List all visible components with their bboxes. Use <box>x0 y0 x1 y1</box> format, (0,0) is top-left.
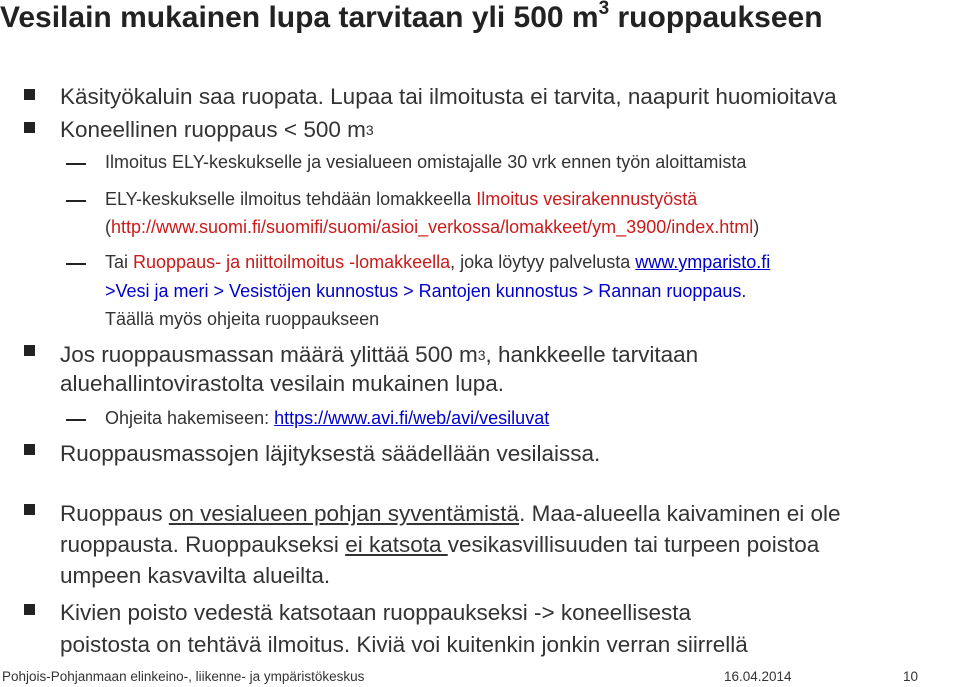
bullet-square <box>24 604 35 615</box>
bullet-text-cont: aluehallintovirastolta vesilain mukainen lupa. <box>60 371 505 396</box>
bullet-square <box>24 122 35 133</box>
bullet-text: Koneellinen ruoppaus < 500 $m^3$ <box>60 117 374 142</box>
sub-bullet-text: Ilmoitus ELY-keskukselle ja vesialueen omistajalle 30 vrk ennen työn aloittamista <box>105 152 747 172</box>
bullet-text: Kivien poisto vedestä katsotaan ruoppaukseksi -> koneellisesta <box>60 600 691 625</box>
form-name-link[interactable]: Ruoppaus- ja niittoilmoitus -lomakkeella <box>133 252 451 272</box>
sub-bullet-dash <box>66 419 86 421</box>
bullet-text: Käsityökaluin saa ruopata. Lupaa tai ilmoitusta ei tarvita, naapurit huomioitava <box>60 84 837 109</box>
footer <box>0 667 959 687</box>
sub-bullet-text-cont[interactable]: >Vesi ja meri > Vesistöjen kunnostus > Rantojen kunnostus > Rannan ruoppaus. <box>105 281 747 301</box>
bullet-square <box>24 444 35 455</box>
bullet-square <box>24 345 35 356</box>
bullet-text: Ruoppausmassojen läjityksestä säädellään vesilaissa. <box>60 441 601 466</box>
bullet-text-cont: ruoppausta. Ruoppaukseksi ei katsota vesikasvillisuuden tai turpeen poistoa <box>60 532 820 557</box>
form-url-link[interactable]: http://www.suomi.fi/suomifi/suomi/asioi_verkossa/lomakkeet/ym_3900/index.html <box>111 217 754 237</box>
bullet-square <box>24 89 35 100</box>
sub-bullet-dash <box>66 200 86 202</box>
sub-bullet-dash <box>66 163 86 165</box>
bullet-square <box>24 504 35 515</box>
bullet-text: Ruoppaus on vesialueen pohjan syventämistä. Maa-alueella kaivaminen ei ole <box>60 501 841 526</box>
sub-bullet-text: Ohjeita hakemiseen: https://www.avi.fi/web/avi/vesiluvat <box>105 408 550 428</box>
footer-page-number: 10 <box>903 669 919 684</box>
ymparisto-link[interactable]: www.ymparisto.fi <box>635 252 771 272</box>
bullet-text: Jos ruoppausmassan määrä ylittää 500 $m^3$, hankkeelle tarvitaan <box>60 342 699 367</box>
sub-bullet-text: Tai Ruoppaus- ja niittoilmoitus -lomakkeella, joka löytyy palvelusta www.ymparisto.fi <box>105 252 771 272</box>
footer-date: 16.04.2014 <box>724 669 792 684</box>
sub-bullet-text-cont: (http://www.suomi.fi/suomifi/suomi/asioi_verkossa/lomakkeet/ym_3900/index.html) <box>105 217 760 237</box>
sub-bullet-text-cont: Täällä myös ohjeita ruoppaukseen <box>105 309 380 329</box>
sub-bullet-text: ELY-keskukselle ilmoitus tehdään lomakkeella Ilmoitus vesirakennustyöstä <box>105 189 698 209</box>
form-name-link[interactable]: Ilmoitus vesirakennustyöstä <box>476 189 698 209</box>
bullet-text-cont: poistosta on tehtävä ilmoitus. Kiviä voi kuitenkin jonkin verran siirrellä <box>60 632 748 657</box>
avi-link[interactable]: https://www.avi.fi/web/avi/vesiluvat <box>274 408 550 428</box>
footer-org: Pohjois-Pohjanmaan elinkeino-, liikenne- ja ympäristökeskus <box>2 669 365 684</box>
sub-bullet-dash <box>66 263 86 265</box>
bullet-text-cont: umpeen kasvavilta alueilta. <box>60 563 331 588</box>
page-title: Vesilain mukainen lupa tarvitaan yli 500 $m^3$ ruoppaukseen <box>0 0 823 34</box>
